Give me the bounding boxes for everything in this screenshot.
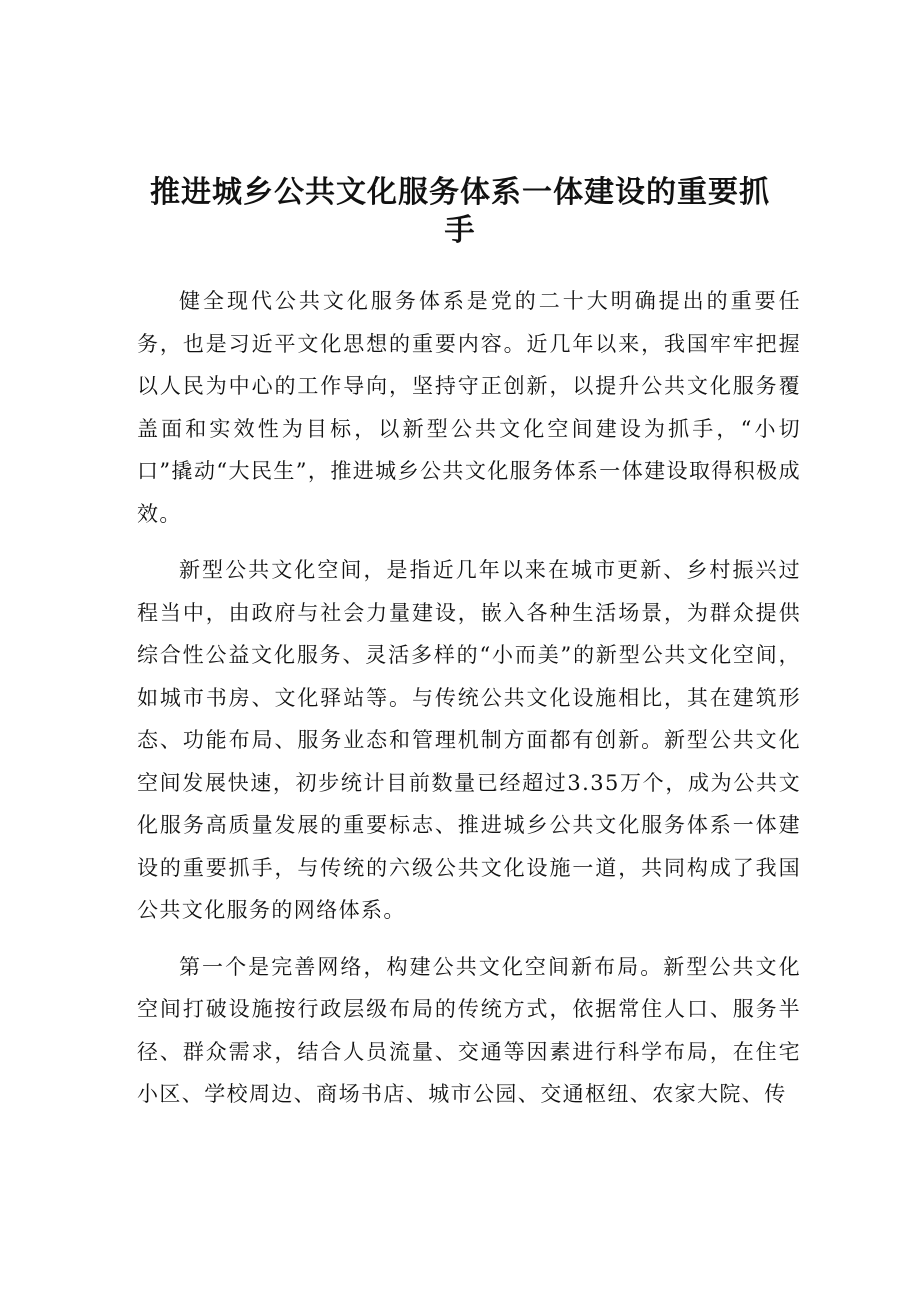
paragraph-2: 新型公共文化空间，是指近几年以来在城市更新、乡村振兴过程当中，由政府与社会力量建设，嵌入各种生活场景，为群众提供综合性公益文化服务、灵活多样的“小而美”的新型公共文化空间，如城市书房、文化驿站等。与传统公共文化设施相比，其在建筑形态、功能布局、服务业态和管理机制方面都有创新。新型公共文化空间发展快速，初步统计目前数量已经超过3.35万个，成为公共文化服务高质量发展的重要标志、推进城乡公共文化服务体系一体建设的重要抓手，与传统的六级公共文化设施一道，共同构成了我国公共文化服务的网络体系。 — [137, 558, 801, 922]
document-title: 推进城乡公共文化服务体系一体建设的重要抓手 — [150, 175, 770, 248]
document-body — [137, 280, 801, 1130]
paragraph-3: 第一个是完善网络，构建公共文化空间新布局。新型公共文化空间打破设施按行政层级布局的传统方式，依据常住人口、服务半径、群众需求，结合人员流量、交通等因素进行科学布局，在住宅小区、学校周边、商场书店、城市公园、交通枢纽、农家大院、传 — [137, 954, 801, 1106]
paragraph-1: 健全现代公共文化服务体系是党的二十大明确提出的重要任务，也是习近平文化思想的重要内容。近几年以来，我国牢牢把握以人民为中心的工作导向，坚持守正创新，以提升公共文化服务覆盖面和实效性为目标，以新型公共文化空间建设为抓手，“小切口”撬动“大民生”，推进城乡公共文化服务体系一体建设取得积极成效。 — [137, 289, 801, 526]
